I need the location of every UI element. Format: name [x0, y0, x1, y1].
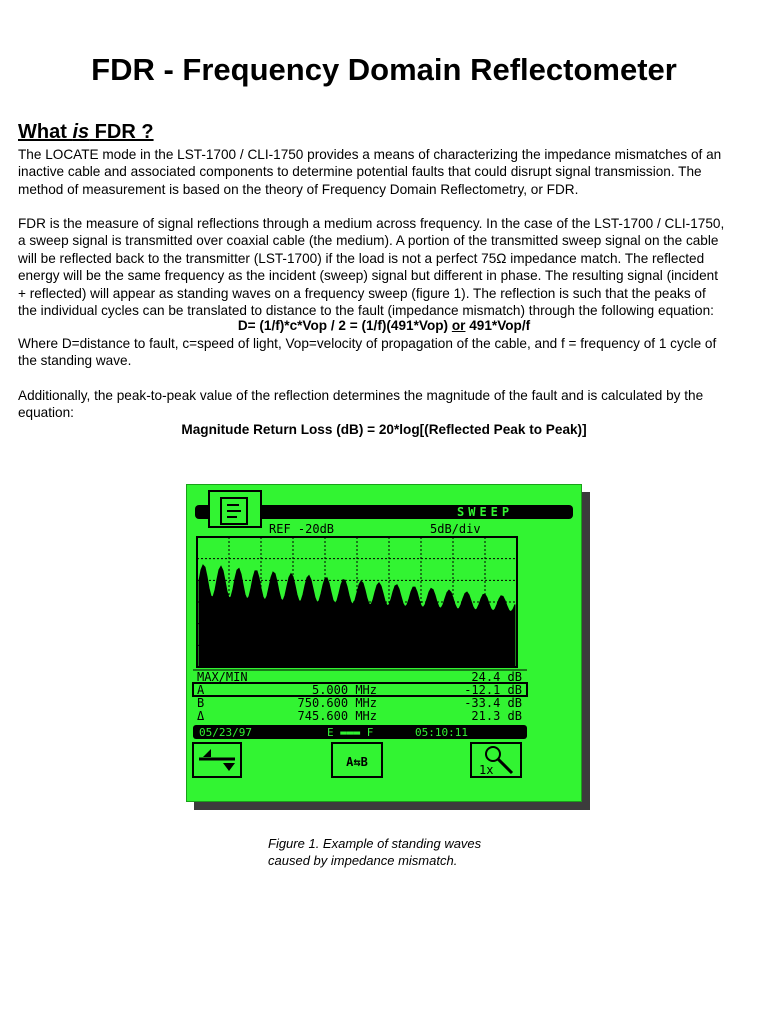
zoom-level: 1x — [479, 763, 494, 777]
text-line: method of measurement is based on the theory of Frequency Domain Reflectometry, or FDR. — [18, 181, 579, 197]
text-line: Where D=distance to fault, c=speed of light, Vop=velocity of propagation of the cable, and f = frequency of 1 cycle of — [18, 336, 717, 351]
maxmin-label: MAX/MIN — [197, 670, 248, 684]
marker-a-level: -12.1 dB — [464, 683, 522, 697]
caption-line: Figure 1. Example of standing waves — [268, 836, 482, 851]
distance-equation — [0, 318, 768, 333]
maxmin-value: 24.4 dB — [471, 670, 522, 684]
heading-emphasis: is — [72, 121, 90, 143]
equation-part: D= (1/f)*c*Vop / 2 = (1/f)(491*Vop) — [237, 318, 452, 333]
paragraph-locate-mode — [18, 146, 758, 198]
section-heading — [18, 121, 154, 144]
delta-freq: 745.600 MHz — [297, 709, 377, 723]
text-line: FDR is the measure of signal reflections through a medium across frequency. In the case of the LST-1700 / CLI-1750, — [18, 216, 725, 231]
text-line: Additionally, the peak-to-peak value of the reflection determines the magnitude of the fault and is calculated by the — [18, 388, 704, 403]
text-line: equation: — [18, 405, 74, 421]
scale-label: 5dB/div — [430, 522, 481, 536]
return-loss-equation: Magnitude Return Loss (dB) = 20*log[(Reflected Peak to Peak)] — [181, 422, 587, 437]
paragraph-where — [18, 335, 758, 370]
paragraph-additionally — [18, 387, 758, 422]
delta-label: Δ — [197, 709, 205, 723]
text-line: The LOCATE mode in the LST-1700 / CLI-1750 provides a means of characterizing the impedance mismatches of an — [18, 147, 722, 162]
time-readout: 05:10:11 — [415, 726, 468, 739]
sweep-screen-figure — [186, 484, 582, 802]
marker-b-freq: 750.600 MHz — [297, 696, 377, 710]
heading-suffix: FDR ? — [89, 121, 154, 143]
equation-or: or — [451, 318, 466, 333]
heading-prefix: What — [18, 121, 73, 143]
page-title: FDR - Frequency Domain Reflectometer — [91, 52, 677, 87]
adjust-arrows-button[interactable] — [193, 743, 241, 777]
text-line: will be reflected back to the transmitter (LST-1700) if the load is not a perfect 75Ω impedance match. The reflected — [18, 250, 705, 266]
mode-label: SWEEP — [457, 505, 514, 519]
marker-b-level: -33.4 dB — [464, 696, 522, 710]
caption-line: caused by impedance mismatch. — [268, 853, 458, 868]
delta-level: 21.3 dB — [471, 709, 522, 723]
text-line: + reflected) will appear as standing waves on a frequency sweep (figure 1). The reflection is such that the peaks of — [18, 285, 706, 301]
text-line: inactive cable and associated components to determine potential faults that could disrupt signal transmission. The — [18, 164, 702, 180]
marker-b-label: B — [197, 696, 205, 710]
paragraph-fdr-definition — [18, 215, 758, 319]
zoom-button[interactable] — [471, 743, 521, 777]
swap-ab-button[interactable] — [332, 743, 382, 777]
text-line: the individual cycles can be translated to distance to the fault (impedance mismatch) through the following equation: — [18, 303, 714, 319]
text-line: the standing wave. — [18, 353, 132, 369]
battery-readout: E ▬▬▬ F — [327, 726, 374, 739]
swap-ab-label: A⇆B — [346, 755, 368, 769]
figure-caption — [268, 835, 481, 869]
date-readout: 05/23/97 — [199, 726, 252, 739]
equation-part: 491*Vop/f — [465, 318, 531, 333]
screen-graphic — [187, 485, 583, 803]
marker-a-freq: 5.000 MHz — [311, 683, 377, 697]
file-icon — [221, 498, 247, 524]
text-line: energy will be the same frequency as the incident (sweep) signal but different in phase. The resulting signal (incident — [18, 268, 718, 284]
marker-a-label: A — [197, 683, 205, 697]
text-line: a sweep signal is transmitted over coaxial cable (the medium). A portion of the transmitted sweep signal on the cable — [18, 233, 719, 249]
ref-level: REF -20dB — [269, 522, 335, 536]
